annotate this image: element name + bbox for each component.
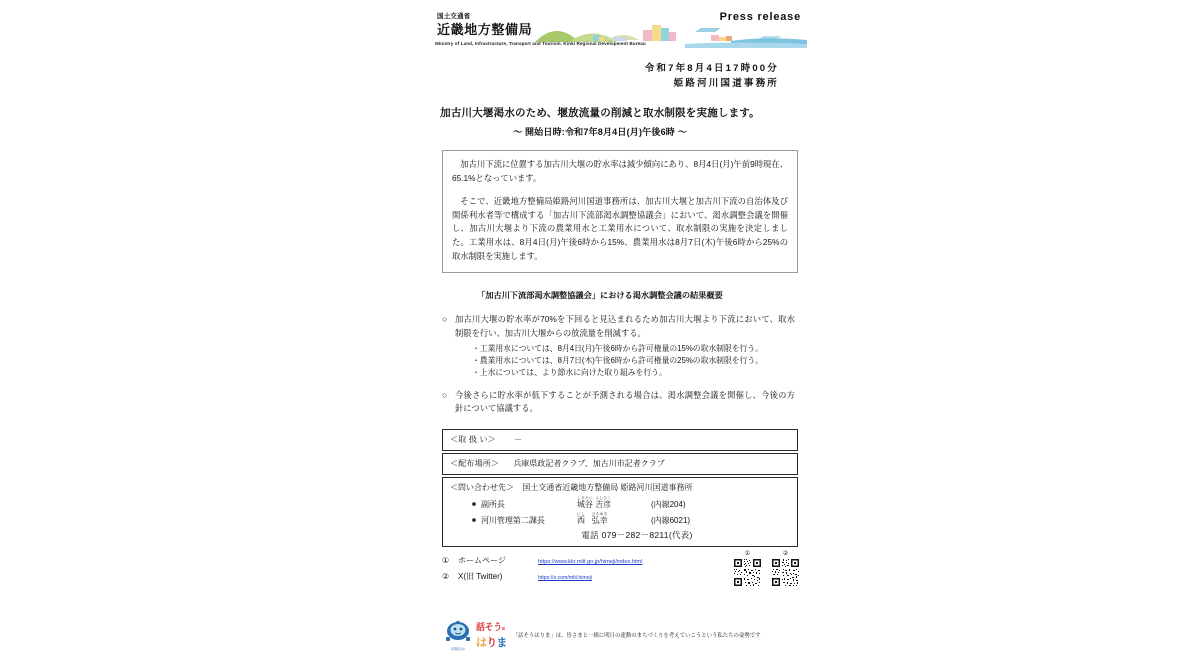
contact-name (577, 512, 651, 527)
body-paragraph-1: 加古川下流に位置する加古川大堰の貯水率は減少傾向にあり、8月4日(月)午前9時現在、65.1%となっています。 (452, 159, 788, 184)
contact-telephone: 電話 079－282－8211(代表) (581, 529, 693, 540)
ryuiki-chisui-mascot (442, 620, 474, 652)
footer-tagline: 「話そうはりま」は、皆さまと一緒に明日の連動のまちづくりを考えていこうという私たちの姿勢です (512, 632, 761, 639)
contact-label: ＜問い合わせ先＞ (450, 482, 514, 492)
qr-code-icon (733, 558, 762, 587)
link-label: ホームページ (458, 556, 506, 566)
contact-given-name: 弘幸ひろゆき (591, 511, 608, 525)
contact-role: 副所長 (480, 499, 505, 509)
bullet-marker-icon: ○ (442, 390, 448, 401)
brand-bottom-text (476, 634, 507, 650)
bureau-logo (437, 14, 532, 36)
document-header (385, 0, 815, 62)
contact-surname: 西にし (576, 511, 585, 525)
distribution-box (442, 453, 798, 475)
press-release-label: Press release (719, 11, 801, 23)
hanasou-harima-logo (476, 623, 507, 650)
square-bullet-icon: ■ (472, 516, 476, 524)
sub-bullet-list (472, 343, 795, 379)
title-sub-text: ～ 開始日時:令和7年8月4日(月)午後6時 ～ (513, 127, 687, 138)
brand-char-ma: ま (496, 636, 507, 649)
sub-bullet-item: ・農業用水については、8月7日(木)午後6時から許可権量の25%の取水制限を行う。 (472, 355, 763, 365)
contact-organization: 国土交通省近畿地方整備局 姫路河川国道事務所 (522, 482, 693, 492)
title-main-text: 加古川大堰渇水のため、堰放流量の削減と取水制限を実施します。 (440, 107, 760, 120)
qr-caption: ② (782, 551, 789, 558)
summary-bullet-list (442, 313, 795, 415)
brand-top-text: 話そう≤ (476, 622, 505, 633)
qr-code-twitter (771, 551, 800, 592)
bullet-item (442, 313, 795, 340)
info-box-group (442, 429, 798, 548)
bullet-marker-icon: ○ (442, 314, 448, 325)
contact-surname: 城谷しろたに (576, 495, 593, 509)
qr-code-icon (771, 558, 800, 587)
mascot-icon (443, 620, 473, 642)
footer-branding (442, 620, 798, 652)
summary-heading: 「加古川下流部渇水調整協議会」における渇水調整会議の結果概要 (477, 291, 723, 301)
link-label: X(旧 Twitter) (458, 572, 503, 582)
bureau-name: 近畿地方整備局 (437, 21, 533, 37)
link-number: ② (442, 572, 450, 582)
links-section (442, 551, 798, 613)
page-title (385, 105, 815, 138)
ministry-name: 国土交通省 (437, 13, 471, 20)
bullet-item (442, 389, 795, 416)
contact-row (450, 512, 790, 527)
contact-row (450, 496, 790, 511)
handling-label: ＜取 扱 い＞ (450, 434, 496, 444)
x-twitter-link[interactable]: https://x.com/mlit.himeji (538, 575, 592, 582)
document-sheet (385, 0, 815, 652)
brand-char-ha: は (476, 636, 487, 649)
homepage-link[interactable]: https://www.kkr.mlit.go.jp/himeji/index.html (538, 559, 643, 566)
sub-bullet-item: ・上水については、より節水に向けた取り組みを行う。 (472, 367, 667, 377)
contact-role: 河川管理第二課長 (480, 515, 545, 525)
distribution-value: 兵庫県政記者クラブ、加古川市記者クラブ (513, 458, 665, 468)
handling-box (442, 429, 798, 451)
contact-box (442, 477, 798, 548)
link-number: ① (442, 556, 450, 566)
mascot-caption: 流域治水 (451, 647, 465, 652)
qr-code-group (733, 551, 800, 592)
sub-bullet-item: ・工業用水については、8月4日(月)午後6時から許可権量の15%の取水制限を行う。 (472, 343, 763, 353)
issuing-office: 姫路河川国道事務所 (673, 77, 779, 89)
contact-header (450, 482, 790, 494)
body-paragraph-2: そこで、近畿地方整備局姫路河川国道事務所は、加古川大堰と加古川下流の自治体及び関係利水者等で構成する「加古川下流部渇水調整協議会」において、渇水調整会議を開催し、加古川大堰より下流の農業用水と工業用水について、取水制限の実施を決定しました。工業用水は、8月4日(月)午後6時から15%、農業用水は8月7日(木)午後6時から25%の取水制限を実施します。 (452, 195, 788, 261)
body-text-box (442, 150, 798, 273)
contact-extension: (内線204) (650, 499, 686, 509)
contact-given-name: 吉彦よしひこ (595, 495, 612, 509)
qr-code-homepage (733, 551, 762, 592)
bullet-item-text: 加古川大堰の貯水率が70%を下回ると見込まれるため加古川大堰より下流において、取水制限を行い、加古川大堰からの放流量を削減する。 (455, 314, 795, 338)
spacer (442, 379, 795, 389)
square-bullet-icon: ■ (472, 500, 476, 508)
bureau-name-english: Ministry of Land, Infrastructure, Transport and Tourism. Kinki Regional Development Bureau (435, 41, 646, 46)
qr-caption: ① (744, 551, 751, 558)
brand-char-ri: り (486, 636, 497, 649)
contact-extension: (内線6021) (650, 515, 691, 525)
handling-value: － (514, 434, 523, 444)
bullet-item-text: 今後さらに貯水率が低下することが予測される場合は、渇水調整会議を開催し、今後の方針について協議する。 (455, 390, 795, 414)
distribution-label: ＜配布場所＞ (450, 458, 500, 468)
release-datetime: 令和7年8月4日17時00分 (644, 63, 779, 74)
document-meta (385, 62, 815, 91)
contact-name (577, 496, 651, 511)
